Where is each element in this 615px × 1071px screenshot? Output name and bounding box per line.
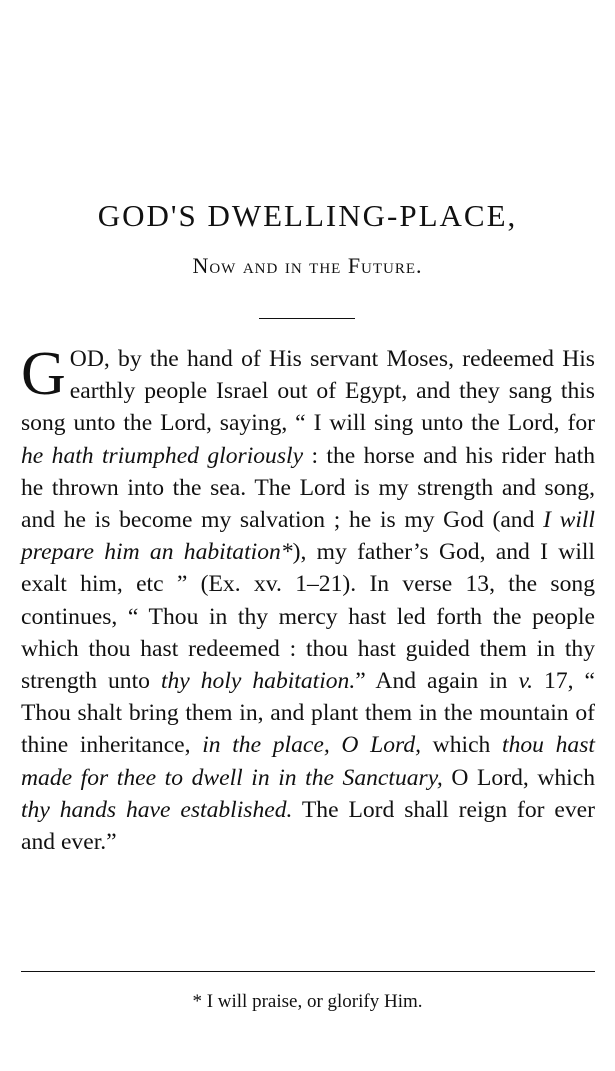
body-paragraph	[21, 340, 596, 858]
italic-run: I will prepare him an habitation*	[21, 507, 595, 566]
page-title: GOD'S DWELLING-PLACE,	[97, 198, 518, 233]
title-divider	[259, 318, 355, 319]
page-subtitle: Now and in the Future.	[192, 253, 423, 278]
italic-run: in the place, O Lord,	[202, 732, 422, 759]
text-run: ), my father’s God, and I will exalt him, etc ” (Ex. xv. 1–21). In verse 13, the song continues, “ Thou in thy mercy hast led forth the people which thou hast redeemed : thou hast guided them in thy strength unto	[21, 539, 595, 695]
italic-run: thou hast made for thee to dwell in in the Sanctuary,	[21, 732, 595, 791]
footnote-divider	[21, 971, 595, 972]
text-run: which	[421, 732, 503, 759]
italic-run: v.	[518, 668, 534, 695]
text-run: : the horse and his rider hath he thrown into the sea. The Lord is my strength and song, and he is become my salvation ; he is my God (and	[21, 442, 596, 534]
italic-run: thy hands have established.	[21, 796, 293, 823]
text-run: 17, “ Thou shalt bring them in, and plant them in the mountain of thine inheritance,	[21, 668, 595, 759]
italic-run: he hath triumphed gloriously	[21, 442, 304, 469]
text-run: OD, by the hand of His servant Moses, redeemed His earthly people Israel out of Egypt, and they sang this song unto the Lord, saying, “ I will sing unto the Lord, for	[21, 346, 595, 437]
footnote: * I will praise, or glorify Him.	[192, 991, 423, 1012]
text-run: ” And again in	[355, 668, 519, 695]
text-run: The Lord shall reign for ever and ever.”	[21, 796, 595, 856]
text-run: O Lord, which	[442, 764, 595, 791]
italic-run: thy holy habitation.	[160, 668, 356, 695]
drop-cap: G	[21, 340, 66, 408]
